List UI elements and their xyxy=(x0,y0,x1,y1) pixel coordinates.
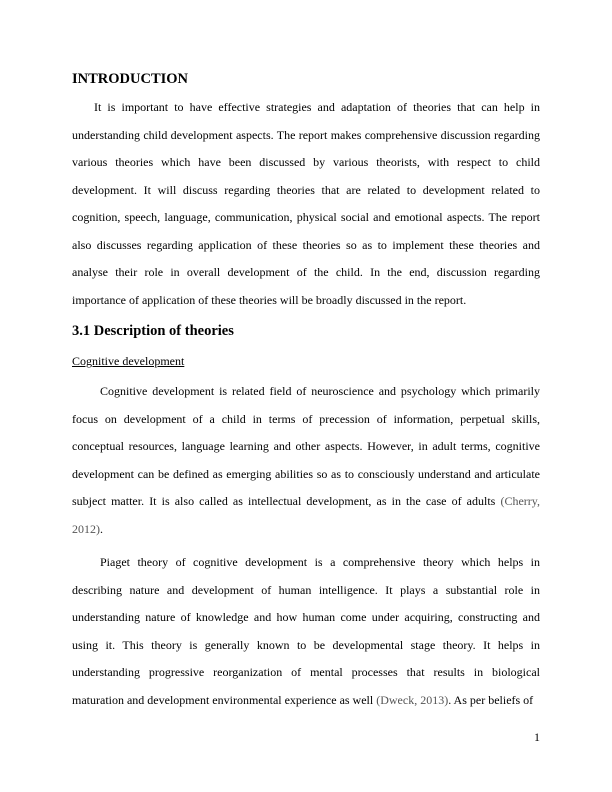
cognitive-development-subheading: Cognitive development xyxy=(72,354,185,368)
introduction-heading: INTRODUCTION xyxy=(72,71,189,87)
cognitive-development-paragraph xyxy=(72,378,540,543)
citation-cherry: (Cherry, 2012) xyxy=(72,494,540,536)
document-page xyxy=(72,68,540,714)
paragraph-end: . xyxy=(100,521,103,536)
paragraph-text: Piaget theory of cognitive development is a comprehensive theory which helps in describing nature and development of human intelligence. It plays a substantial role in understanding nature of knowledge and how human come under acquiring, constructing and using it. This theory is generally known to be developmental stage theory. It helps in understanding progressive reorganization of mental processes that results in biological maturation and development environmental experience as well xyxy=(72,555,540,707)
introduction-paragraph: It is important to have effective strategies and adaptation of theories that can help in understanding child development aspects. The report makes comprehensive discussion regarding various theories which have been discussed by various theorists, with respect to child development. It will discuss regarding theories that are related to development related to cognition, speech, language, communication, physical social and emotional aspects. The report also discusses regarding application of these theories so as to implement these theories and analyse their role in overall development of the child. In the end, discussion regarding importance of application of these theories will be broadly discussed in the report. xyxy=(72,100,540,307)
citation-dweck: (Dweck, 2013) xyxy=(376,692,449,707)
paragraph-text: Cognitive development is related field of neuroscience and psychology which primarily focus on development of a child in terms of precession of information, perpetual skills, conceptual resources, language learning and other aspects. However, in adult terms, cognitive development can be defined as emerging abilities so as to consciously understand and articulate subject matter. It is also called as intellectual development, as in the case of adults xyxy=(72,384,540,508)
paragraph-end: . As per beliefs of xyxy=(448,692,534,707)
section-heading-3-1: 3.1 Description of theories xyxy=(72,323,234,339)
page-number: 1 xyxy=(534,730,540,744)
piaget-theory-paragraph xyxy=(72,549,540,714)
